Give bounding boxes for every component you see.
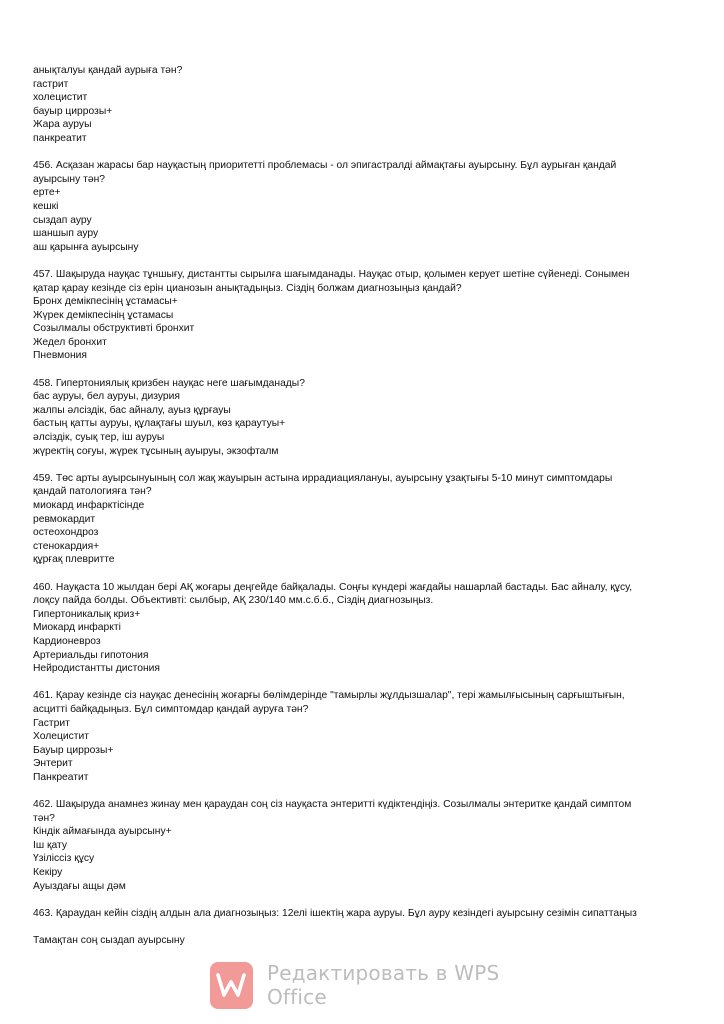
answer-option: Пневмония <box>33 350 87 362</box>
answer-option: Нейродистантты дистония <box>33 663 161 675</box>
question-block-462 <box>33 798 673 893</box>
answer-option: гастрит <box>33 78 69 90</box>
answer-option: Энтерит <box>33 758 73 770</box>
question-block-456 <box>33 159 673 254</box>
wps-edit-banner[interactable] <box>210 962 540 1008</box>
question-text: 456. Асқазан жарасы бар науқастың приоритетті проблемасы - ол эпигастралді аймақтағы ауырсыну. Бұл аурыған қандай <box>33 160 617 172</box>
answer-option: құрғақ плевритте <box>33 554 115 566</box>
question-text: 457. Шақыруда науқас тұншығу, дистантты сырылға шағымданады. Науқас отыр, қолымен керует шетіне сүйенеді. Сонымен <box>33 268 630 280</box>
answer-option: Панкреатит <box>33 771 89 783</box>
wps-w-glyph-icon <box>215 970 247 1000</box>
wps-edit-label[interactable]: Редактировать в WPS Office <box>266 961 500 1009</box>
answer-option: жалпы әлсіздік, бас айналу, ауыз құрғауы <box>33 404 231 416</box>
question-block-455-tail <box>33 64 673 146</box>
answer-option: шаншып ауру <box>33 228 99 240</box>
answer-option: миокард инфарктісінде <box>33 500 145 511</box>
answer-option: әлсіздік, суық тер, іш ауруы <box>33 432 165 444</box>
answer-option: Жүрек демікпесінің ұстамасы <box>33 309 174 321</box>
answer-option: Артериальды гипотония <box>33 649 149 661</box>
question-text: ауырсыну тән? <box>33 173 105 185</box>
question-block-461 <box>33 689 673 784</box>
answer-option: Іш қату <box>33 839 67 851</box>
answer-option: ревмокардит <box>33 513 96 525</box>
document-page <box>33 64 673 948</box>
question-text: 459. Төс арты ауырсынуының сол жақ жауырын астына иррадиациялануы, ауырсыну ұзақтығы 5-10 минут симптомдары <box>33 472 613 484</box>
answer-option: кешкі <box>33 200 59 212</box>
answer-option: бас ауруы, бел ауруы, дизурия <box>33 391 180 403</box>
answer-option: Жедел бронхит <box>33 336 107 348</box>
wps-logo-icon <box>210 962 253 1009</box>
answer-option: аш қарынға ауырсыну <box>33 241 139 253</box>
answer-option: бауыр циррозы+ <box>33 105 113 117</box>
answer-option: Ауыздағы ащы дәм <box>33 880 126 892</box>
answer-option: Тамақтан соң сыздап ауырсыну <box>33 935 185 946</box>
answer-option: Жара ауруы <box>33 119 92 131</box>
question-text: 463. Қараудан кейін сіздің алдын ала диагнозыңыз: 12елі ішектің жара ауруы. Бұл ауру кезіндегі ауырсыну сезімін сипаттаңыз <box>33 907 637 919</box>
answer-option: Холецистит <box>33 731 89 743</box>
answer-option: панкреатит <box>33 132 87 144</box>
question-block-463 <box>33 907 673 948</box>
answer-option: Бронх демікпесінің ұстамасы+ <box>33 296 178 308</box>
answer-option: Гастрит <box>33 717 70 729</box>
question-text: лоқсу пайда болды. Объективті: сылбыр, АҚ 230/140 мм.с.б.б., Сіздің диагнозыңыз. <box>33 595 434 607</box>
question-text: 461. Қарау кезінде сіз науқас денесінің жоғарғы бөлімдерінде "тамырлы жұлдызшалар", тері жамылғысының сарғыштығын, <box>33 690 625 702</box>
answer-option: остеохондроз <box>33 527 99 539</box>
answer-option: Гипертоникалық криз+ <box>33 608 141 620</box>
answer-option: жүректің соғуы, жүрек тұсының ауыруы, экзофталм <box>33 445 279 457</box>
answer-option: Кіндік аймағында ауырсыну+ <box>33 826 172 838</box>
question-block-458 <box>33 377 673 459</box>
answer-option: ерте+ <box>33 187 61 199</box>
answer-option: Бауыр циррозы+ <box>33 744 114 756</box>
question-text: қатар қарау кезінде сіз ерін цианозын анықтадыңыз. Сіздің болжам диагнозыңыз қандай? <box>33 282 462 294</box>
question-text: анықталуы қандай аурыға тән? <box>33 65 183 76</box>
answer-option: Миокард инфаркті <box>33 622 121 634</box>
answer-option: Кардионевроз <box>33 635 101 647</box>
question-block-457 <box>33 268 673 363</box>
question-text: тән? <box>33 812 55 824</box>
answer-option: стенокардия+ <box>33 540 100 552</box>
question-text: 458. Гипертониялық кризбен науқас неге шағымданады? <box>33 377 305 389</box>
answer-option: Кекіру <box>33 867 63 879</box>
answer-option: бастың қатты ауруы, құлақтағы шуыл, көз қараутуы+ <box>33 418 286 430</box>
question-text: 462. Шақыруда анамнез жинау мен қараудан соң сіз науқаста энтеритті күдіктендіңіз. Созылмалы энтеритке қандай симптом <box>33 799 632 811</box>
question-text: 460. Науқаста 10 жылдан бері АҚ жоғары деңгейде байқалады. Соңғы күндері жағдайы нашарлай бастады. Бас айналу, құсу, <box>33 581 633 593</box>
answer-option: Созылмалы обструктивті бронхит <box>33 323 195 335</box>
answer-option: холецистит <box>33 92 88 104</box>
answer-option: сыздап ауру <box>33 214 92 226</box>
question-block-459 <box>33 472 673 567</box>
question-block-460 <box>33 581 673 676</box>
answer-option: Үзіліссіз құсу <box>33 853 95 865</box>
question-text: қандай патологияға тән? <box>33 486 152 498</box>
question-text: асцитті байқадыңыз. Бұл симптомдар қандай ауруға тән? <box>33 703 309 715</box>
